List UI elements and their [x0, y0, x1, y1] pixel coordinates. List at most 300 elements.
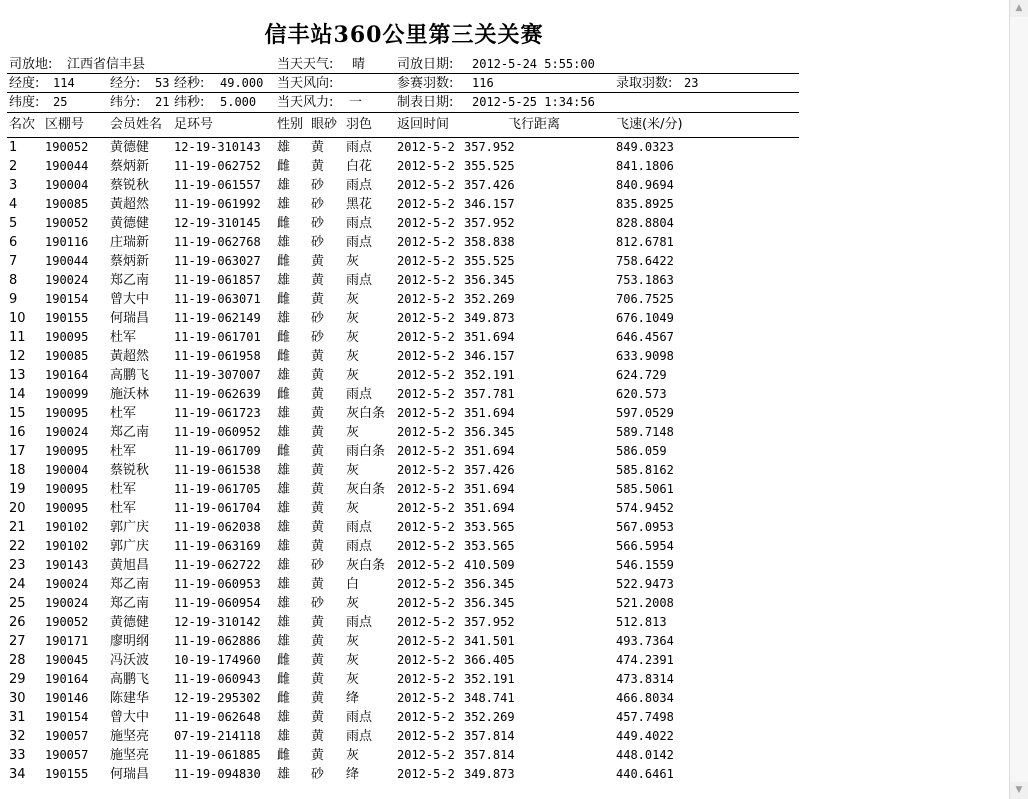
cell-feather-color: 黑花 — [346, 197, 373, 212]
cell-speed: 585.5061 — [616, 482, 674, 496]
location-value: 江西省信丰县 — [67, 57, 146, 72]
cell-return-time: 2012-5-2 — [397, 577, 455, 591]
cell-eye: 黄 — [311, 159, 325, 174]
cell-member-name: 蔡炳新 — [110, 254, 150, 269]
cell-return-time: 2012-5-2 — [397, 330, 455, 344]
cell-feather-color: 雨点 — [346, 520, 373, 535]
cell-speed: 849.0323 — [616, 140, 674, 154]
cell-rank: 21 — [9, 520, 26, 535]
cell-ring-number: 11-19-061701 — [174, 330, 261, 344]
winners-value: 23 — [684, 76, 699, 90]
cell-feather-color: 雨点 — [346, 710, 373, 725]
cell-rank: 31 — [9, 710, 26, 725]
cell-return-time: 2012-5-2 — [397, 425, 455, 439]
cell-loft: 190024 — [45, 273, 89, 287]
cell-sex: 雌 — [277, 444, 291, 459]
cell-rank: 8 — [9, 273, 18, 288]
cell-feather-color: 雨点 — [346, 140, 373, 155]
cell-rank: 20 — [9, 501, 26, 516]
cell-return-time: 2012-5-2 — [397, 596, 455, 610]
cell-ring-number: 11-19-062038 — [174, 520, 261, 534]
cell-ring-number: 11-19-061992 — [174, 197, 261, 211]
scroll-down-arrow-icon[interactable]: ▼ — [1010, 782, 1028, 799]
cell-distance: 366.405 — [464, 653, 515, 667]
scroll-up-arrow-icon[interactable]: ▲ — [1010, 0, 1028, 17]
header-sex: 性别 — [277, 117, 304, 132]
cell-rank: 7 — [9, 254, 18, 269]
cell-feather-color: 灰 — [346, 596, 360, 611]
cell-speed: 589.7148 — [616, 425, 674, 439]
cell-sex: 雌 — [277, 672, 291, 687]
cell-speed: 624.729 — [616, 368, 667, 382]
cell-speed: 758.6422 — [616, 254, 674, 268]
cell-loft: 190102 — [45, 539, 89, 553]
cell-loft: 190052 — [45, 615, 89, 629]
cell-sex: 雄 — [277, 311, 291, 326]
entries-label: 参赛羽数: — [397, 76, 454, 91]
cell-eye: 黄 — [311, 425, 325, 440]
cell-distance: 351.694 — [464, 330, 515, 344]
cell-return-time: 2012-5-2 — [397, 463, 455, 477]
cell-eye: 黄 — [311, 577, 325, 592]
cell-rank: 9 — [9, 292, 18, 307]
cell-sex: 雄 — [277, 235, 291, 250]
cell-return-time: 2012-5-2 — [397, 178, 455, 192]
cell-loft: 190052 — [45, 140, 89, 154]
location-label: 司放地: — [9, 57, 53, 72]
page-title: 信丰站360公里第三关关赛 — [264, 22, 544, 48]
cell-rank: 34 — [9, 767, 26, 782]
cell-eye: 砂 — [311, 311, 325, 326]
cell-ring-number: 11-19-060953 — [174, 577, 261, 591]
cell-ring-number: 11-19-061704 — [174, 501, 261, 515]
made-date-value: 2012-5-25 1:34:56 — [472, 95, 595, 109]
cell-return-time: 2012-5-2 — [397, 197, 455, 211]
cell-sex: 雄 — [277, 482, 291, 497]
header-color: 羽色 — [346, 117, 373, 132]
cell-eye: 黄 — [311, 368, 325, 383]
cell-member-name: 曾大中 — [110, 292, 150, 307]
lat-label: 纬度: — [9, 95, 40, 110]
cell-feather-color: 绛 — [346, 767, 360, 782]
cell-distance: 351.694 — [464, 482, 515, 496]
cell-eye: 黄 — [311, 349, 325, 364]
cell-return-time: 2012-5-2 — [397, 254, 455, 268]
cell-member-name: 杜军 — [110, 501, 137, 516]
cell-distance: 351.694 — [464, 444, 515, 458]
cell-speed: 521.2008 — [616, 596, 674, 610]
cell-distance: 356.345 — [464, 577, 515, 591]
cell-member-name: 冯沃波 — [110, 653, 150, 668]
cell-eye: 黄 — [311, 273, 325, 288]
cell-distance: 349.873 — [464, 767, 515, 781]
cell-eye: 砂 — [311, 767, 325, 782]
cell-distance: 353.565 — [464, 520, 515, 534]
cell-loft: 190164 — [45, 672, 89, 686]
cell-eye: 黄 — [311, 634, 325, 649]
cell-loft: 190155 — [45, 767, 89, 781]
cell-speed: 840.9694 — [616, 178, 674, 192]
cell-member-name: 黄德健 — [110, 140, 150, 155]
cell-speed: 522.9473 — [616, 577, 674, 591]
cell-rank: 25 — [9, 596, 26, 611]
cell-ring-number: 11-19-060954 — [174, 596, 261, 610]
cell-sex: 雄 — [277, 501, 291, 516]
cell-member-name: 杜军 — [110, 444, 137, 459]
cell-ring-number: 11-19-061709 — [174, 444, 261, 458]
cell-rank: 2 — [9, 159, 18, 174]
cell-sex: 雄 — [277, 634, 291, 649]
cell-feather-color: 灰 — [346, 653, 360, 668]
cell-speed: 646.4567 — [616, 330, 674, 344]
cell-speed: 440.6461 — [616, 767, 674, 781]
cell-loft: 190085 — [45, 197, 89, 211]
cell-sex: 雄 — [277, 197, 291, 212]
wind-dir-label: 当天风向: — [277, 76, 334, 91]
cell-sex: 雌 — [277, 292, 291, 307]
cell-feather-color: 灰 — [346, 330, 360, 345]
cell-rank: 12 — [9, 349, 26, 364]
cell-loft: 190095 — [45, 330, 89, 344]
cell-sex: 雄 — [277, 615, 291, 630]
cell-speed: 473.8314 — [616, 672, 674, 686]
cell-loft: 190154 — [45, 710, 89, 724]
cell-return-time: 2012-5-2 — [397, 368, 455, 382]
cell-speed: 449.4022 — [616, 729, 674, 743]
cell-ring-number: 11-19-063169 — [174, 539, 261, 553]
cell-eye: 黄 — [311, 463, 325, 478]
cell-sex: 雄 — [277, 539, 291, 554]
cell-member-name: 杜军 — [110, 330, 137, 345]
lat-min-label: 纬分: — [110, 95, 141, 110]
cell-member-name: 庄瑞新 — [110, 235, 150, 250]
cell-ring-number: 11-19-062768 — [174, 235, 261, 249]
header-rank: 名次 — [9, 117, 36, 132]
cell-feather-color: 白花 — [346, 159, 373, 174]
cell-return-time: 2012-5-2 — [397, 653, 455, 667]
cell-distance: 357.814 — [464, 748, 515, 762]
cell-member-name: 郑乙南 — [110, 273, 150, 288]
cell-member-name: 郭广庆 — [110, 520, 150, 535]
cell-rank: 22 — [9, 539, 26, 554]
cell-ring-number: 11-19-094830 — [174, 767, 261, 781]
cell-member-name: 黃超然 — [110, 197, 150, 212]
cell-rank: 4 — [9, 197, 18, 212]
cell-distance: 353.565 — [464, 539, 515, 553]
cell-rank: 13 — [9, 368, 26, 383]
cell-ring-number: 11-19-061723 — [174, 406, 261, 420]
cell-ring-number: 12-19-295302 — [174, 691, 261, 705]
wind-force-value: 一 — [349, 95, 363, 110]
cell-feather-color: 雨点 — [346, 539, 373, 554]
cell-return-time: 2012-5-2 — [397, 216, 455, 230]
weather-value: 晴 — [352, 57, 366, 72]
cell-ring-number: 07-19-214118 — [174, 729, 261, 743]
cell-member-name: 杜军 — [110, 406, 137, 421]
cell-rank: 19 — [9, 482, 26, 497]
cell-loft: 190095 — [45, 501, 89, 515]
cell-rank: 3 — [9, 178, 18, 193]
cell-feather-color: 灰白条 — [346, 558, 386, 573]
cell-sex: 雌 — [277, 159, 291, 174]
cell-eye: 砂 — [311, 235, 325, 250]
cell-eye: 黄 — [311, 444, 325, 459]
header-speed: 飞速(米/分) — [616, 117, 683, 132]
cell-eye: 黄 — [311, 672, 325, 687]
cell-rank: 10 — [9, 311, 26, 326]
cell-loft: 190057 — [45, 748, 89, 762]
cell-speed: 448.0142 — [616, 748, 674, 762]
cell-feather-color: 灰白条 — [346, 406, 386, 421]
cell-sex: 雌 — [277, 653, 291, 668]
cell-member-name: 何瑞昌 — [110, 767, 150, 782]
cell-ring-number: 11-19-061958 — [174, 349, 261, 363]
cell-eye: 黄 — [311, 539, 325, 554]
cell-return-time: 2012-5-2 — [397, 710, 455, 724]
cell-loft: 190044 — [45, 254, 89, 268]
cell-distance: 351.694 — [464, 406, 515, 420]
header-dist: 飞行距离 — [508, 117, 561, 132]
cell-distance: 357.952 — [464, 140, 515, 154]
cell-ring-number: 11-19-061857 — [174, 273, 261, 287]
cell-speed: 812.6781 — [616, 235, 674, 249]
cell-speed: 841.1806 — [616, 159, 674, 173]
cell-speed: 585.8162 — [616, 463, 674, 477]
lat-sec-value: 5.000 — [220, 95, 257, 109]
cell-loft: 190057 — [45, 729, 89, 743]
cell-member-name: 何瑞昌 — [110, 311, 150, 326]
lat-min-value: 21 — [155, 95, 170, 109]
cell-sex: 雄 — [277, 558, 291, 573]
cell-return-time: 2012-5-2 — [397, 501, 455, 515]
cell-return-time: 2012-5-2 — [397, 387, 455, 401]
cell-return-time: 2012-5-2 — [397, 159, 455, 173]
cell-speed: 633.9098 — [616, 349, 674, 363]
cell-sex: 雄 — [277, 425, 291, 440]
cell-return-time: 2012-5-2 — [397, 235, 455, 249]
made-date-label: 制表日期: — [397, 95, 454, 110]
cell-member-name: 蔡锐秋 — [110, 178, 150, 193]
cell-distance: 355.525 — [464, 254, 515, 268]
cell-member-name: 高鹏飞 — [110, 368, 150, 383]
cell-distance: 352.269 — [464, 710, 515, 724]
cell-rank: 16 — [9, 425, 26, 440]
cell-rank: 23 — [9, 558, 26, 573]
cell-member-name: 蔡炳新 — [110, 159, 150, 174]
cell-feather-color: 灰 — [346, 292, 360, 307]
cell-rank: 32 — [9, 729, 26, 744]
cell-member-name: 蔡锐秋 — [110, 463, 150, 478]
cell-ring-number: 10-19-174960 — [174, 653, 261, 667]
cell-loft: 190095 — [45, 406, 89, 420]
cell-member-name: 施坚亮 — [110, 748, 150, 763]
cell-return-time: 2012-5-2 — [397, 311, 455, 325]
cell-rank: 15 — [9, 406, 26, 421]
cell-speed: 676.1049 — [616, 311, 674, 325]
cell-feather-color: 灰 — [346, 368, 360, 383]
cell-distance: 357.952 — [464, 615, 515, 629]
cell-eye: 黄 — [311, 292, 325, 307]
cell-distance: 351.694 — [464, 501, 515, 515]
cell-loft: 190099 — [45, 387, 89, 401]
cell-distance: 358.838 — [464, 235, 515, 249]
cell-ring-number: 11-19-062722 — [174, 558, 261, 572]
cell-eye: 黄 — [311, 501, 325, 516]
cell-eye: 黄 — [311, 387, 325, 402]
cell-eye: 黄 — [311, 729, 325, 744]
divider — [7, 112, 799, 113]
cell-sex: 雌 — [277, 330, 291, 345]
cell-feather-color: 雨点 — [346, 729, 373, 744]
cell-distance: 357.426 — [464, 463, 515, 477]
cell-eye: 黄 — [311, 140, 325, 155]
cell-return-time: 2012-5-2 — [397, 615, 455, 629]
cell-loft: 190024 — [45, 425, 89, 439]
cell-ring-number: 11-19-062752 — [174, 159, 261, 173]
cell-return-time: 2012-5-2 — [397, 140, 455, 154]
cell-rank: 27 — [9, 634, 26, 649]
cell-speed: 753.1863 — [616, 273, 674, 287]
cell-ring-number: 11-19-307007 — [174, 368, 261, 382]
cell-speed: 474.2391 — [616, 653, 674, 667]
cell-distance: 356.345 — [464, 596, 515, 610]
release-date-value: 2012-5-24 5:55:00 — [472, 57, 595, 71]
cell-loft: 190102 — [45, 520, 89, 534]
cell-speed: 835.8925 — [616, 197, 674, 211]
cell-feather-color: 灰 — [346, 463, 360, 478]
cell-return-time: 2012-5-2 — [397, 634, 455, 648]
cell-feather-color: 灰 — [346, 501, 360, 516]
cell-sex: 雄 — [277, 273, 291, 288]
cell-rank: 33 — [9, 748, 26, 763]
cell-distance: 357.426 — [464, 178, 515, 192]
cell-return-time: 2012-5-2 — [397, 729, 455, 743]
header-loft: 区棚号 — [45, 117, 85, 132]
lon-min-label: 经分: — [110, 76, 141, 91]
cell-sex: 雄 — [277, 463, 291, 478]
cell-rank: 28 — [9, 653, 26, 668]
cell-member-name: 施坚亮 — [110, 729, 150, 744]
cell-rank: 6 — [9, 235, 18, 250]
cell-member-name: 黄德健 — [110, 615, 150, 630]
cell-eye: 砂 — [311, 178, 325, 193]
cell-eye: 黄 — [311, 748, 325, 763]
cell-loft: 190044 — [45, 159, 89, 173]
cell-loft: 190024 — [45, 577, 89, 591]
cell-speed: 828.8804 — [616, 216, 674, 230]
cell-member-name: 曾大中 — [110, 710, 150, 725]
cell-return-time: 2012-5-2 — [397, 558, 455, 572]
cell-member-name: 郑乙南 — [110, 577, 150, 592]
cell-feather-color: 灰 — [346, 672, 360, 687]
cell-speed: 512.813 — [616, 615, 667, 629]
cell-eye: 砂 — [311, 330, 325, 345]
cell-rank: 26 — [9, 615, 26, 630]
cell-return-time: 2012-5-2 — [397, 672, 455, 686]
cell-feather-color: 雨点 — [346, 615, 373, 630]
cell-speed: 493.7364 — [616, 634, 674, 648]
cell-rank: 18 — [9, 463, 26, 478]
winners-label: 录取羽数: — [616, 76, 673, 91]
cell-sex: 雄 — [277, 140, 291, 155]
cell-speed: 567.0953 — [616, 520, 674, 534]
cell-sex: 雄 — [277, 178, 291, 193]
cell-rank: 1 — [9, 140, 18, 155]
cell-ring-number: 12-19-310143 — [174, 140, 261, 154]
cell-eye: 黄 — [311, 691, 325, 706]
lon-value: 114 — [53, 76, 75, 90]
cell-return-time: 2012-5-2 — [397, 539, 455, 553]
cell-ring-number: 11-19-062886 — [174, 634, 261, 648]
cell-ring-number: 11-19-061885 — [174, 748, 261, 762]
cell-distance: 357.814 — [464, 729, 515, 743]
cell-feather-color: 灰 — [346, 311, 360, 326]
cell-member-name: 郑乙南 — [110, 596, 150, 611]
cell-distance: 352.191 — [464, 368, 515, 382]
cell-eye: 砂 — [311, 558, 325, 573]
scrollbar-track[interactable] — [1010, 17, 1028, 782]
cell-eye: 黄 — [311, 653, 325, 668]
cell-sex: 雄 — [277, 729, 291, 744]
cell-rank: 14 — [9, 387, 26, 402]
cell-sex: 雌 — [277, 387, 291, 402]
cell-feather-color: 雨点 — [346, 235, 373, 250]
weather-label: 当天天气: — [277, 57, 334, 72]
cell-member-name: 黄旭昌 — [110, 558, 150, 573]
cell-eye: 砂 — [311, 596, 325, 611]
cell-rank: 24 — [9, 577, 26, 592]
cell-member-name: 廖明纲 — [110, 634, 150, 649]
cell-loft: 190095 — [45, 444, 89, 458]
cell-eye: 黄 — [311, 482, 325, 497]
cell-feather-color: 灰 — [346, 254, 360, 269]
cell-feather-color: 灰 — [346, 634, 360, 649]
lon-sec-value: 49.000 — [220, 76, 264, 90]
cell-return-time: 2012-5-2 — [397, 292, 455, 306]
cell-distance: 352.269 — [464, 292, 515, 306]
entries-value: 116 — [472, 76, 494, 90]
cell-loft: 190171 — [45, 634, 89, 648]
cell-sex: 雌 — [277, 691, 291, 706]
cell-sex: 雄 — [277, 710, 291, 725]
cell-ring-number: 11-19-063027 — [174, 254, 261, 268]
lon-label: 经度: — [9, 76, 40, 91]
cell-sex: 雄 — [277, 520, 291, 535]
cell-return-time: 2012-5-2 — [397, 482, 455, 496]
cell-feather-color: 灰 — [346, 349, 360, 364]
cell-distance: 355.525 — [464, 159, 515, 173]
cell-loft: 190116 — [45, 235, 89, 249]
cell-feather-color: 灰 — [346, 425, 360, 440]
cell-eye: 黄 — [311, 710, 325, 725]
cell-distance: 357.781 — [464, 387, 515, 401]
cell-feather-color: 灰白条 — [346, 482, 386, 497]
cell-speed: 586.059 — [616, 444, 667, 458]
cell-ring-number: 11-19-060943 — [174, 672, 261, 686]
cell-sex: 雄 — [277, 406, 291, 421]
cell-ring-number: 11-19-062639 — [174, 387, 261, 401]
cell-ring-number: 11-19-061557 — [174, 178, 261, 192]
cell-loft: 190004 — [45, 463, 89, 477]
cell-feather-color: 雨点 — [346, 387, 373, 402]
cell-eye: 黄 — [311, 406, 325, 421]
cell-return-time: 2012-5-2 — [397, 767, 455, 781]
cell-sex: 雌 — [277, 349, 291, 364]
vertical-scrollbar[interactable] — [1009, 0, 1028, 799]
cell-distance: 349.873 — [464, 311, 515, 325]
cell-sex: 雌 — [277, 748, 291, 763]
cell-sex: 雌 — [277, 254, 291, 269]
